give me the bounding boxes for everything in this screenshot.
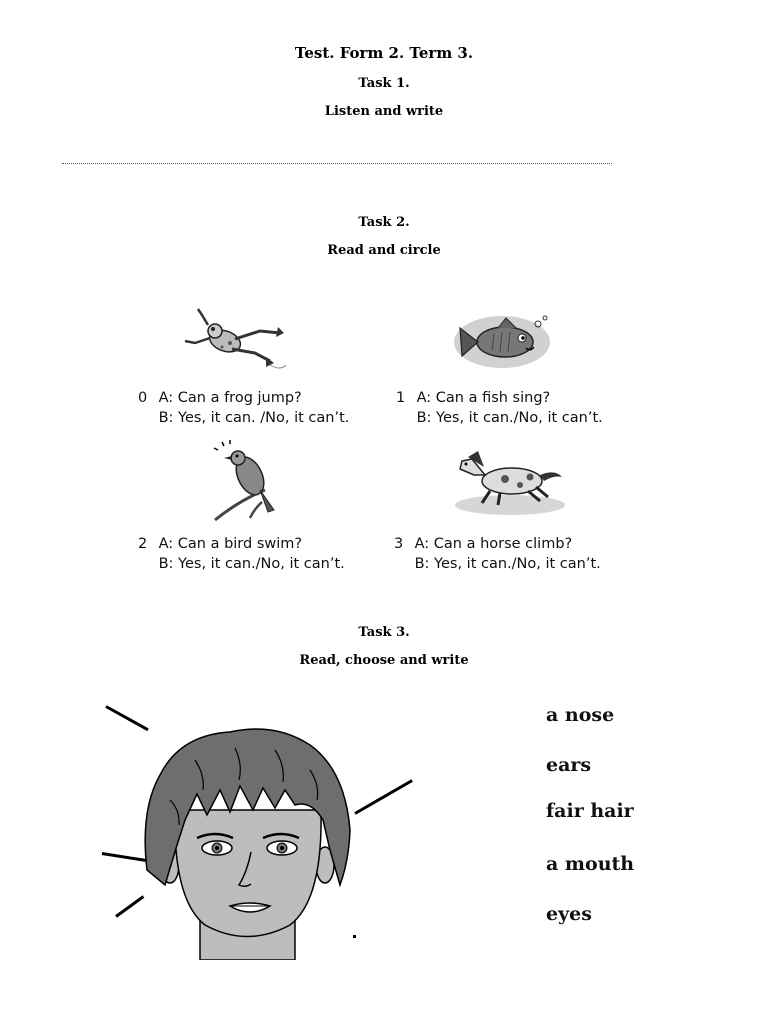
- page-title: Test. Form 2. Term 3.: [294, 44, 474, 62]
- task3-heading: Task 3.: [358, 625, 410, 640]
- word-option: eyes: [546, 903, 592, 925]
- question-2: [138, 534, 345, 574]
- question-number: 3: [394, 536, 404, 552]
- question-number: 2: [138, 536, 148, 552]
- answer-options[interactable]: B: Yes, it can./No, it can’t.: [158, 556, 345, 572]
- dot-mark: [353, 935, 356, 938]
- question-number: 0: [138, 390, 148, 406]
- question-text: A: Can a fish sing?: [416, 390, 551, 406]
- answer-dotted-line[interactable]: [62, 163, 612, 164]
- answer-options[interactable]: B: Yes, it can. /No, it can’t.: [158, 410, 350, 426]
- question-number: 1: [396, 390, 406, 406]
- frog-icon: [180, 303, 290, 378]
- horse-icon: [450, 445, 570, 520]
- question-0: [138, 388, 349, 428]
- pointer-line-ear: [354, 779, 413, 815]
- question-text: A: Can a frog jump?: [158, 390, 302, 406]
- question-1: [396, 388, 603, 428]
- fish-icon: [450, 308, 555, 373]
- word-option: ears: [546, 754, 592, 776]
- word-option: a nose: [546, 704, 615, 726]
- word-option: fair hair: [546, 800, 634, 822]
- answer-options[interactable]: B: Yes, it can./No, it can’t.: [416, 410, 603, 426]
- task2-heading: Task 2.: [358, 215, 410, 230]
- question-text: A: Can a bird swim?: [158, 536, 303, 552]
- task3-instruction: Read, choose and write: [299, 653, 469, 668]
- word-option: a mouth: [546, 853, 635, 875]
- task1-instruction: Listen and write: [324, 104, 444, 119]
- face-illustration: [135, 720, 360, 960]
- answer-options[interactable]: B: Yes, it can./No, it can’t.: [414, 556, 601, 572]
- pointer-line-hair: [105, 705, 148, 731]
- question-text: A: Can a horse climb?: [414, 536, 573, 552]
- bird-icon: [210, 440, 285, 530]
- question-3: [394, 534, 601, 574]
- task2-instruction: Read and circle: [327, 243, 441, 258]
- task1-heading: Task 1.: [358, 76, 410, 91]
